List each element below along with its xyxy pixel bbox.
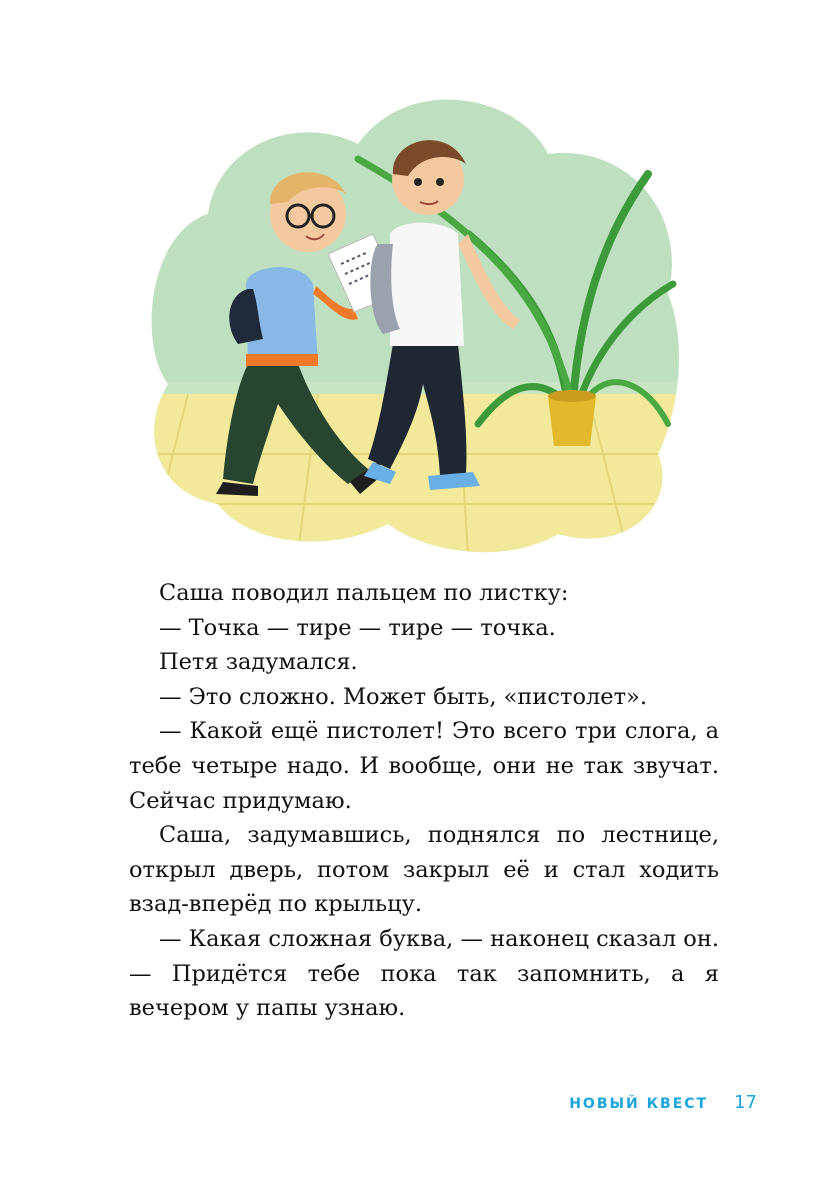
paragraph-3: Петя задумался.: [159, 649, 358, 676]
paragraph-4: — Это сложно. Может быть, «пистолет».: [159, 683, 647, 710]
page-number: 17: [734, 1092, 757, 1113]
boys-illustration-icon: [128, 84, 684, 554]
running-head: НОВЫЙ КВЕСТ: [569, 1096, 709, 1112]
paragraph-5: — Какой ещё пистолет! Это всего три слога, а тебе четыре надо. И вообще, они не так звучат. Сейчас придумаю.: [129, 718, 719, 814]
page-footer: [569, 1092, 757, 1113]
paragraph-6: Саша, задумавшись, поднялся по лестнице, открыл дверь, потом закрыл её и стал ходить взад-вперёд по крыльцу.: [129, 822, 719, 918]
paragraph-2: — Точка — тире — тире — точка.: [159, 614, 556, 641]
illustration: [128, 84, 684, 554]
story-text: [129, 576, 719, 1026]
paragraph-1: Саша поводил пальцем по листку:: [159, 580, 569, 606]
paragraph-7: — Какая сложная буква, — наконец сказал он. — Придётся тебе пока так запомнить, а я вечером у папы узнаю.: [129, 925, 719, 1022]
